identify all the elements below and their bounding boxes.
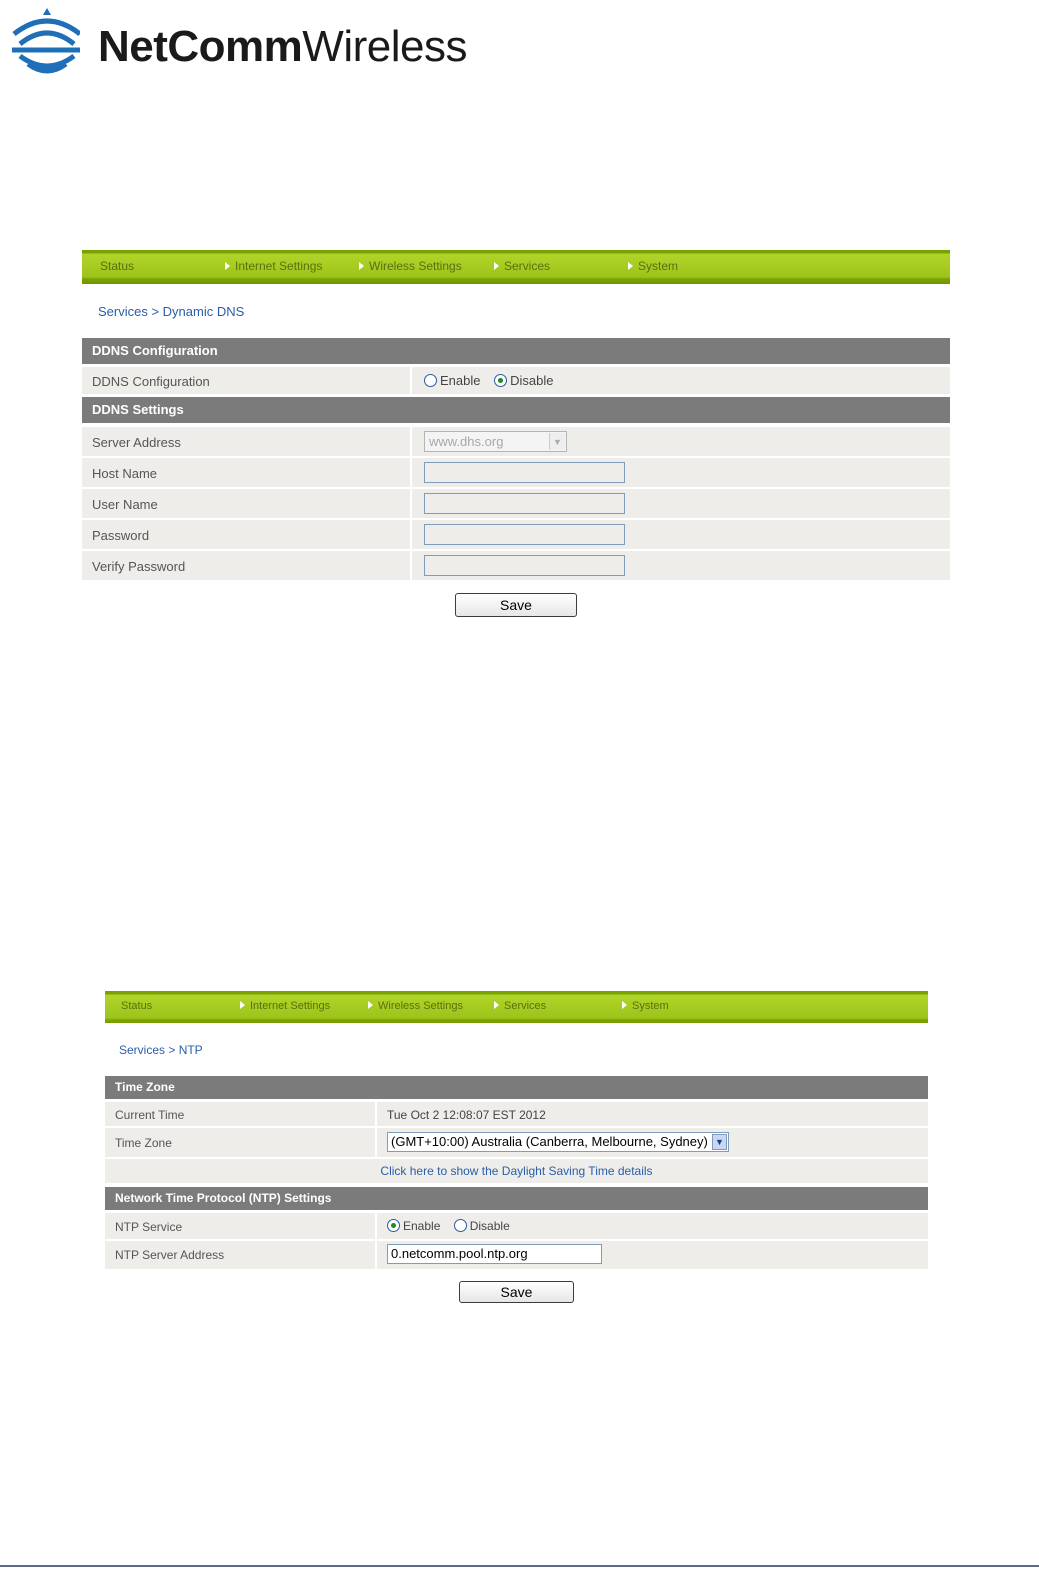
ntp-enable-radio[interactable]: Enable xyxy=(387,1219,440,1233)
section-header-ddns-configuration: DDNS Configuration xyxy=(82,338,950,364)
arrow-icon xyxy=(225,262,230,270)
breadcrumb: Services > NTP xyxy=(119,1043,203,1057)
verify-password-label: Verify Password xyxy=(92,559,186,574)
top-nav xyxy=(105,991,928,1023)
chevron-down-icon: ▼ xyxy=(549,433,565,450)
ddns-panel xyxy=(82,250,950,620)
radio-off-icon xyxy=(454,1219,467,1232)
row-verify-password xyxy=(82,551,950,580)
password-input[interactable] xyxy=(424,524,625,545)
nav-wireless-settings[interactable]: Wireless Settings xyxy=(359,259,462,273)
time-zone-select[interactable]: (GMT+10:00) Australia (Canberra, Melbourne, Sydney) ▼ xyxy=(387,1132,729,1152)
ntp-panel xyxy=(105,991,928,1306)
row-host-name xyxy=(82,458,950,487)
daylight-saving-link[interactable]: Click here to show the Daylight Saving Time details xyxy=(380,1164,653,1178)
host-name-input[interactable] xyxy=(424,462,625,483)
user-name-input[interactable] xyxy=(424,493,625,514)
arrow-icon xyxy=(494,262,499,270)
password-label: Password xyxy=(92,528,150,543)
section-header-ntp-settings: Network Time Protocol (NTP) Settings xyxy=(105,1187,928,1210)
row-user-name xyxy=(82,489,950,518)
nav-services[interactable]: Services xyxy=(494,259,550,273)
row-ntp-service xyxy=(105,1213,928,1239)
section-header-time-zone: Time Zone xyxy=(105,1076,928,1099)
nav-system[interactable]: System xyxy=(628,259,678,273)
ddns-config-label: DDNS Configuration xyxy=(92,374,210,389)
arrow-icon xyxy=(359,262,364,270)
time-zone-label: Time Zone xyxy=(115,1136,172,1150)
section-header-ddns-settings: DDNS Settings xyxy=(82,397,950,423)
ntp-disable-radio[interactable]: Disable xyxy=(454,1219,510,1233)
verify-password-input[interactable] xyxy=(424,555,625,576)
row-time-zone xyxy=(105,1128,928,1157)
arrow-icon xyxy=(622,1001,627,1009)
ntp-save-button[interactable]: Save xyxy=(459,1281,574,1303)
ddns-save-button[interactable]: Save xyxy=(455,593,577,617)
chevron-down-icon: ▼ xyxy=(712,1134,727,1150)
arrow-icon xyxy=(240,1001,245,1009)
arrow-icon xyxy=(368,1001,373,1009)
radio-on-icon xyxy=(387,1219,400,1232)
row-server-address xyxy=(82,427,950,456)
nav-status[interactable]: Status xyxy=(121,1000,153,1012)
nav-internet-settings[interactable]: Internet Settings xyxy=(240,1000,330,1012)
server-address-select[interactable]: www.dhs.org ▼ xyxy=(424,431,567,452)
footer-divider xyxy=(0,1565,1039,1567)
current-time-label: Current Time xyxy=(115,1108,185,1122)
user-name-label: User Name xyxy=(92,497,158,512)
ntp-server-address-label: NTP Server Address xyxy=(115,1248,225,1262)
ntp-service-label: NTP Service xyxy=(115,1220,183,1234)
breadcrumb: Services > Dynamic DNS xyxy=(98,304,245,319)
nav-services[interactable]: Services xyxy=(494,1000,546,1012)
radio-off-icon xyxy=(424,374,437,387)
wifi-logo-icon xyxy=(10,6,80,76)
arrow-icon xyxy=(494,1001,499,1009)
nav-wireless-settings[interactable]: Wireless Settings xyxy=(368,1000,463,1012)
nav-system[interactable]: System xyxy=(622,1000,669,1012)
row-ddns-configuration xyxy=(82,367,950,394)
nav-internet-settings[interactable]: Internet Settings xyxy=(225,259,322,273)
ntp-server-address-input[interactable]: 0.netcomm.pool.ntp.org xyxy=(387,1244,602,1264)
row-dst-link xyxy=(105,1159,928,1183)
row-password xyxy=(82,520,950,549)
ddns-enable-radio[interactable]: Enable xyxy=(424,373,480,388)
host-name-label: Host Name xyxy=(92,466,158,481)
current-time-value: Tue Oct 2 12:08:07 EST 2012 xyxy=(387,1108,546,1122)
netcomm-logo xyxy=(10,6,510,76)
radio-on-icon xyxy=(494,374,507,387)
server-address-label: Server Address xyxy=(92,435,181,450)
row-current-time xyxy=(105,1102,928,1126)
arrow-icon xyxy=(628,262,633,270)
nav-status[interactable]: Status xyxy=(100,259,135,273)
brand-name: NetCommWireless xyxy=(98,22,467,71)
row-ntp-server-address xyxy=(105,1241,928,1269)
top-nav xyxy=(82,250,950,284)
ddns-disable-radio[interactable]: Disable xyxy=(494,373,553,388)
